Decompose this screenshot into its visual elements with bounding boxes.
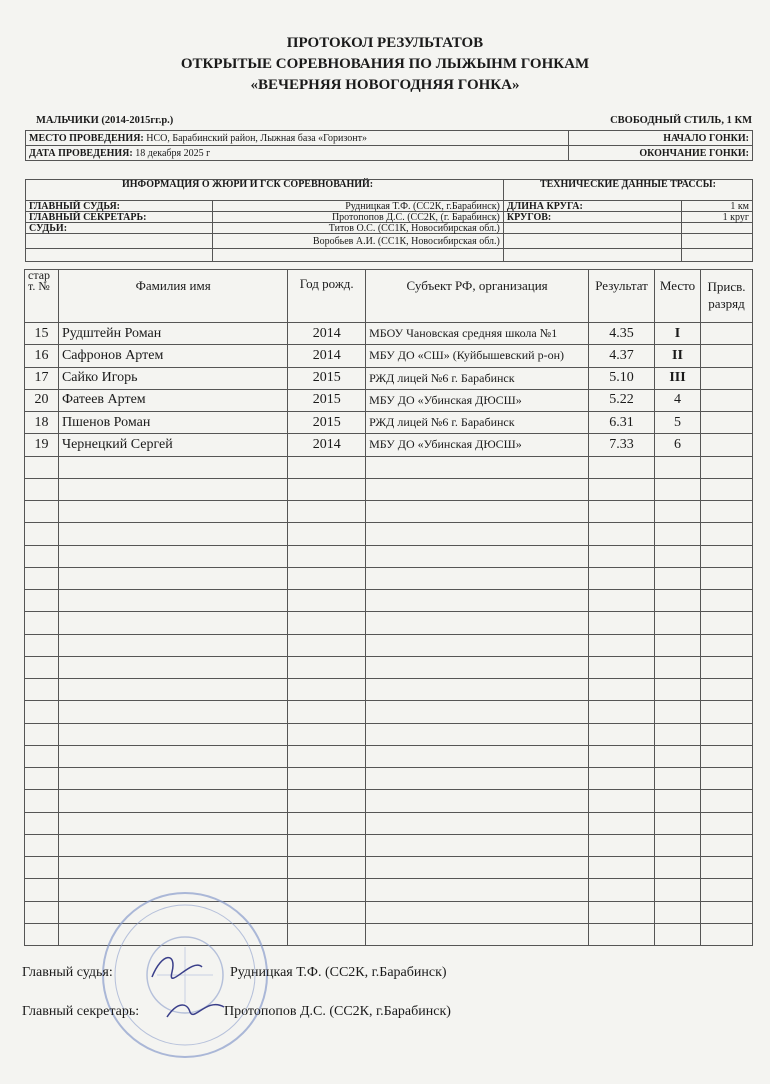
table-row <box>25 434 753 456</box>
cell-org: РЖД лицей №6 г. Барабинск <box>366 367 589 389</box>
empty-table-row <box>25 567 753 589</box>
cell-rank <box>701 412 753 434</box>
cell-year: 2015 <box>288 367 366 389</box>
empty-table-row <box>25 834 753 856</box>
chief-secretary-value: Протопопов Д.С. (СС2К, (г. Барабинск) <box>212 212 503 223</box>
cell-name: Пшенов Роман <box>58 412 287 434</box>
col-name: Фамилия имя <box>58 270 287 323</box>
table-row <box>25 389 753 411</box>
cell-result: 7.33 <box>589 434 655 456</box>
race-style: СВОБОДНЫЙ СТИЛЬ, 1 КМ <box>610 115 752 126</box>
chief-secretary-label: ГЛАВНЫЙ СЕКРЕТАРЬ: <box>26 212 213 223</box>
judges-label: СУДЬИ: <box>26 223 213 234</box>
col-place: Место <box>655 270 701 323</box>
cell-org: МБОУ Чановская средняя школа №1 <box>366 323 589 345</box>
judge-2: Воробьев А.И. (СС1К, Новосибирская обл.) <box>212 234 503 249</box>
lap-length-label: ДЛИНА КРУГА: <box>503 201 681 212</box>
signature-chief-secretary-name: Протопопов Д.С. (СС2К, г.Барабинск) <box>224 1004 451 1019</box>
cell-result: 5.10 <box>589 367 655 389</box>
cell-num: 18 <box>25 412 59 434</box>
col-org: Субъект РФ, организация <box>366 270 589 323</box>
cell-place: 6 <box>655 434 701 456</box>
cell-place: 4 <box>655 389 701 411</box>
empty-table-row <box>25 790 753 812</box>
venue-date-value: 18 декабря 2025 г <box>135 147 211 159</box>
cell-rank <box>701 389 753 411</box>
cell-year: 2015 <box>288 389 366 411</box>
col-result: Результат <box>589 270 655 323</box>
venue-date-label: ДАТА ПРОВЕДЕНИЯ: <box>29 147 133 159</box>
cell-year: 2014 <box>288 345 366 367</box>
col-bib: стар т. № <box>25 270 59 323</box>
chief-judge-signature <box>142 947 212 987</box>
cell-org: МБУ ДО «Убинская ДЮСШ» <box>366 389 589 411</box>
cell-result: 5.22 <box>589 389 655 411</box>
cell-result: 4.35 <box>589 323 655 345</box>
cell-place: II <box>655 345 701 367</box>
cell-year: 2014 <box>288 323 366 345</box>
venue-place-cell <box>26 131 569 146</box>
cell-name: Сайко Игорь <box>58 367 287 389</box>
cell-place: III <box>655 367 701 389</box>
table-row <box>25 345 753 367</box>
start-time-label: НАЧАЛО ГОНКИ: <box>569 131 753 146</box>
header-competition: ОТКРЫТЫЕ СОРЕВНОВАНИЯ ПО ЛЫЖЫНМ ГОНКАМ <box>180 56 590 72</box>
empty-table-row <box>25 634 753 656</box>
cell-year: 2014 <box>288 434 366 456</box>
results-header-row <box>25 270 753 323</box>
cell-year: 2015 <box>288 412 366 434</box>
table-row <box>25 323 753 345</box>
cell-place: 5 <box>655 412 701 434</box>
cell-name: Чернецкий Сергей <box>58 434 287 456</box>
cell-name: Рудштейн Роман <box>58 323 287 345</box>
laps-label: КРУГОВ: <box>503 212 681 223</box>
empty-table-row <box>25 812 753 834</box>
chief-judge-signature-line <box>22 965 447 981</box>
protocol-header <box>0 33 770 96</box>
venue-place-label: МЕСТО ПРОВЕДЕНИЯ: <box>29 132 144 144</box>
cell-num: 19 <box>25 434 59 456</box>
cell-rank <box>701 367 753 389</box>
cell-result: 4.37 <box>589 345 655 367</box>
cell-num: 15 <box>25 323 59 345</box>
empty-table-row <box>25 545 753 567</box>
header-race-name: «ВЕЧЕРНЯЯ НОВОГОДНЯЯ ГОНКА» <box>250 77 520 93</box>
table-row <box>25 367 753 389</box>
empty-table-row <box>25 456 753 478</box>
empty-table-row <box>25 523 753 545</box>
empty-table-row <box>25 768 753 790</box>
cell-org: МБУ ДО «СШ» (Куйбышевский р-он) <box>366 345 589 367</box>
judge-1: Титов О.С. (СС1К, Новосибирская обл.) <box>212 223 503 234</box>
cell-org: МБУ ДО «Убинская ДЮСШ» <box>366 434 589 456</box>
age-group: МАЛЬЧИКИ (2014-2015гг.р.) <box>36 115 174 126</box>
chief-secretary-signature-line <box>22 1004 451 1020</box>
empty-table-row <box>25 723 753 745</box>
col-year: Год рожд. <box>288 270 366 323</box>
col-rank: Присв. разряд <box>701 270 753 323</box>
venue-place-value: НСО, Барабинский район, Лыжная база «Горизонт» <box>146 132 368 144</box>
cell-rank <box>701 345 753 367</box>
cell-name: Сафронов Артем <box>58 345 287 367</box>
laps-value: 1 круг <box>681 212 752 223</box>
lap-length-value: 1 км <box>681 201 752 212</box>
cell-num: 17 <box>25 367 59 389</box>
signature-chief-judge-name: Рудницкая Т.Ф. (СС2К, г.Барабинск) <box>230 965 447 980</box>
empty-table-row <box>25 501 753 523</box>
jury-heading: ИНФОРМАЦИЯ О ЖЮРИ И ГСК СОРЕВНОВАНИЙ: <box>26 180 504 201</box>
cell-num: 20 <box>25 389 59 411</box>
cell-place: I <box>655 323 701 345</box>
signature-chief-judge-label: Главный судья: <box>22 965 113 980</box>
venue-table <box>25 130 753 161</box>
chief-judge-label: ГЛАВНЫЙ СУДЬЯ: <box>26 201 213 212</box>
track-heading: ТЕХНИЧЕСКИЕ ДАННЫЕ ТРАССЫ: <box>503 180 752 201</box>
empty-table-row <box>25 590 753 612</box>
header-title: ПРОТОКОЛ РЕЗУЛЬТАТОВ <box>286 35 484 51</box>
cell-rank <box>701 323 753 345</box>
cell-result: 6.31 <box>589 412 655 434</box>
empty-table-row <box>25 478 753 500</box>
table-row <box>25 412 753 434</box>
empty-table-row <box>25 656 753 678</box>
cell-rank <box>701 434 753 456</box>
empty-table-row <box>25 745 753 767</box>
end-time-label: ОКОНЧАНИЕ ГОНКИ: <box>569 146 753 161</box>
empty-table-row <box>25 679 753 701</box>
cell-name: Фатеев Артем <box>58 389 287 411</box>
empty-table-row <box>25 612 753 634</box>
cell-num: 16 <box>25 345 59 367</box>
cell-org: РЖД лицей №6 г. Барабинск <box>366 412 589 434</box>
chief-secretary-signature <box>162 992 232 1028</box>
empty-table-row <box>25 701 753 723</box>
results-table <box>24 269 753 946</box>
empty-table-row <box>25 857 753 879</box>
jury-table <box>25 179 753 262</box>
chief-judge-value: Рудницкая Т.Ф. (СС2К, г.Барабинск) <box>212 201 503 212</box>
venue-date-cell <box>26 146 569 161</box>
signature-chief-secretary-label: Главный секретарь: <box>22 1004 140 1019</box>
